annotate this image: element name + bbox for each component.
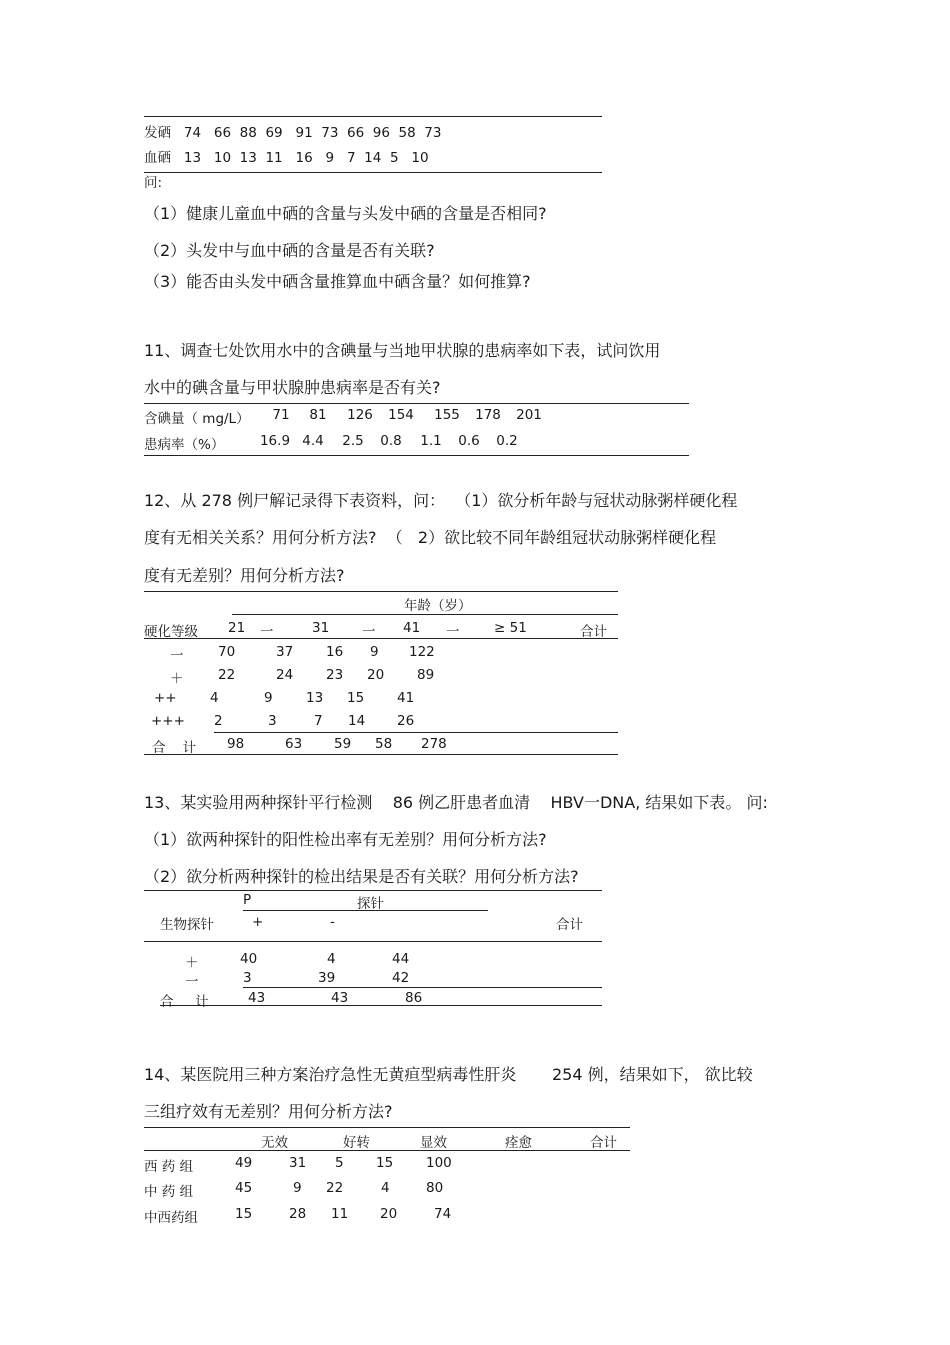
probe-table-top-rule <box>144 890 602 891</box>
table-cell: 4 <box>210 690 219 706</box>
table-cell: 15 <box>347 690 365 706</box>
table-cell: 14 <box>348 713 366 729</box>
iodine-label: 含碘量（ mg/L） <box>144 411 250 427</box>
table-cell: 37 <box>276 644 294 660</box>
total-cell: 58 <box>375 736 393 752</box>
table-cell: 70 <box>218 644 236 660</box>
q12-line-1: 12、从 278 例尸解记录得下表资料，问： （1）欲分析年龄与冠状动脉粥样硬化程 <box>144 491 738 510</box>
table-cell: 9 <box>293 1180 302 1196</box>
q10-item-2: （2）头发中与血中硒的含量是否有关联? <box>144 241 435 260</box>
q13-line-1: 13、某实验用两种探针平行检测 86 例乙肝患者血清 HBV一DNA, 结果如下表。 问: <box>144 793 768 812</box>
age-column: 31 <box>312 620 330 636</box>
iodine-value: 81 <box>309 407 327 423</box>
iodine-value: 154 <box>388 407 414 423</box>
table-cell: 74 <box>434 1206 452 1222</box>
q14-line-2: 三组疗效有无差别？用何分析方法? <box>144 1102 393 1121</box>
table-cell: 15 <box>235 1206 253 1222</box>
table-cell: 5 <box>335 1155 344 1171</box>
total-column: 合计 <box>556 917 583 933</box>
total-label: 合 计 <box>152 740 197 756</box>
iodine-value: 155 <box>434 407 460 423</box>
total-cell: 59 <box>334 736 352 752</box>
table-cell: 2 <box>214 713 223 729</box>
table-cell: 9 <box>264 690 273 706</box>
column-header: 无效 <box>261 1135 288 1151</box>
table-cell: 7 <box>314 713 323 729</box>
probe-table-header-rule <box>144 941 602 942</box>
total-cell: 278 <box>421 736 447 752</box>
table-cell: 40 <box>240 951 258 967</box>
iodine-value: 178 <box>475 407 501 423</box>
group-label: 西 药 组 <box>144 1159 194 1175</box>
column-header: 痊愈 <box>505 1135 532 1151</box>
q11-line-1: 11、调查七处饮用水中的含碘量与当地甲状腺的患病率如下表，试问饮用 <box>144 341 661 360</box>
rate-value: 16.9 <box>259 433 291 449</box>
table-cell: 20 <box>380 1206 398 1222</box>
probe-table-bottom-rule <box>160 1005 602 1006</box>
plus-column: + <box>252 914 264 930</box>
table-cell: 13 <box>306 690 324 706</box>
table-cell: 89 <box>417 667 435 683</box>
age-column: 21 <box>228 620 246 636</box>
total-cell: 43 <box>331 990 349 1006</box>
total-label: 合 计 <box>160 994 209 1010</box>
total-cell: 63 <box>285 736 303 752</box>
table-cell: 44 <box>392 951 410 967</box>
table-cell: 4 <box>381 1180 390 1196</box>
q10-item-3: （3）能否由头发中硒含量推算血中硒含量？如何推算? <box>144 272 531 291</box>
age-column: ≥ 51 <box>494 620 527 636</box>
column-header: 好转 <box>343 1135 370 1151</box>
table-cell: 24 <box>276 667 294 683</box>
table-cell: 80 <box>426 1180 444 1196</box>
total-cell: 43 <box>248 990 266 1006</box>
treatment-table-top-rule <box>144 1127 630 1128</box>
table-cell: 4 <box>327 951 336 967</box>
probe-header-rule <box>243 910 488 911</box>
p-label: P <box>243 892 252 908</box>
table-cell: 3 <box>268 713 277 729</box>
group-label: 中 药 组 <box>144 1184 194 1200</box>
q10-ask: 问: <box>144 175 163 191</box>
rate-value: 0.2 <box>496 433 518 449</box>
q13-line-2: （1）欲两种探针的阳性检出率有无差别？用何分析方法? <box>144 830 547 849</box>
iodine-value: 126 <box>347 407 373 423</box>
age-header-rule <box>232 614 618 615</box>
iodine-table-top-rule <box>144 403 689 404</box>
table-cell: 22 <box>326 1180 344 1196</box>
table-cell: 20 <box>367 667 385 683</box>
rate-label: 患病率（%） <box>144 437 225 453</box>
blood-selenium-row: 血硒 13 10 13 11 16 9 7 14 5 10 <box>144 150 429 166</box>
q14-line-1: 14、某医院用三种方案治疗急性无黄疸型病毒性肝炎 254 例，结果如下， 欲比较 <box>144 1065 753 1084</box>
total-cell: 86 <box>405 990 423 1006</box>
age-table-bottom-rule <box>144 754 618 755</box>
row-label: ＋ <box>185 955 199 971</box>
rate-value: 1.1 <box>420 433 442 449</box>
age-table-top-rule <box>144 591 618 592</box>
table-cell: 9 <box>370 644 379 660</box>
table-cell: 122 <box>409 644 435 660</box>
table-cell: 15 <box>376 1155 394 1171</box>
table-cell: 28 <box>289 1206 307 1222</box>
q11-line-2: 水中的碘含量与甲状腺肿患病率是否有关? <box>144 378 441 397</box>
rate-value: 2.5 <box>342 433 364 449</box>
total-cell: 98 <box>227 736 245 752</box>
table-cell: 16 <box>326 644 344 660</box>
minus-column: - <box>330 914 335 930</box>
table-cell: 22 <box>218 667 236 683</box>
probe-table-total-rule <box>243 987 602 988</box>
table-cell: 31 <box>289 1155 307 1171</box>
hardening-grade-header: 硬化等级 <box>144 624 198 640</box>
age-table-header-rule <box>144 638 618 639</box>
q13-line-3: （2）欲分析两种探针的检出结果是否有关联？用何分析方法? <box>144 867 579 886</box>
age-column-dash: 一 <box>260 624 274 640</box>
column-header: 合计 <box>590 1135 617 1151</box>
hair-selenium-row: 发硒 74 66 88 69 91 73 66 96 58 73 <box>144 125 442 141</box>
iodine-value: 71 <box>272 407 290 423</box>
rate-value: 4.4 <box>302 433 324 449</box>
iodine-table-bottom-rule <box>144 455 689 456</box>
table-cell: 45 <box>235 1180 253 1196</box>
column-header: 显效 <box>420 1135 447 1151</box>
q12-line-3: 度有无差别？用何分析方法? <box>144 566 345 585</box>
table-cell: 41 <box>397 690 415 706</box>
q10-item-1: （1）健康儿童血中硒的含量与头发中硒的含量是否相同? <box>144 204 547 223</box>
rate-value: 0.8 <box>380 433 402 449</box>
selenium-table-bottom-rule <box>144 172 602 173</box>
selenium-table-top-rule <box>144 116 602 117</box>
table-cell: 49 <box>235 1155 253 1171</box>
age-column: 41 <box>403 620 421 636</box>
probe-header: 探针 <box>357 896 384 912</box>
bio-probe-header: 生物探针 <box>160 917 214 933</box>
age-column-total: 合计 <box>580 624 607 640</box>
iodine-value: 201 <box>516 407 542 423</box>
treatment-table-header-rule <box>144 1150 630 1151</box>
row-label: 一 <box>185 974 199 990</box>
grade-label: ＋ <box>170 671 184 687</box>
grade-label: 一 <box>170 648 184 664</box>
table-cell: 11 <box>331 1206 349 1222</box>
table-cell: 39 <box>318 970 336 986</box>
q12-line-2: 度有无相关关系？用何分析方法? （ 2）欲比较不同年龄组冠状动脉粥样硬化程 <box>144 528 717 547</box>
group-label: 中西药组 <box>144 1210 198 1226</box>
grade-label: ++ <box>154 690 177 706</box>
table-cell: 100 <box>426 1155 452 1171</box>
age-header: 年龄（岁） <box>404 598 472 614</box>
rate-value: 0.6 <box>458 433 480 449</box>
age-table-total-rule <box>214 732 618 733</box>
table-cell: 26 <box>397 713 415 729</box>
table-cell: 42 <box>392 970 410 986</box>
age-column-dash: 一 <box>446 624 460 640</box>
table-cell: 23 <box>326 667 344 683</box>
grade-label: +++ <box>151 713 185 729</box>
age-column-dash: 一 <box>362 624 376 640</box>
table-cell: 3 <box>243 970 252 986</box>
